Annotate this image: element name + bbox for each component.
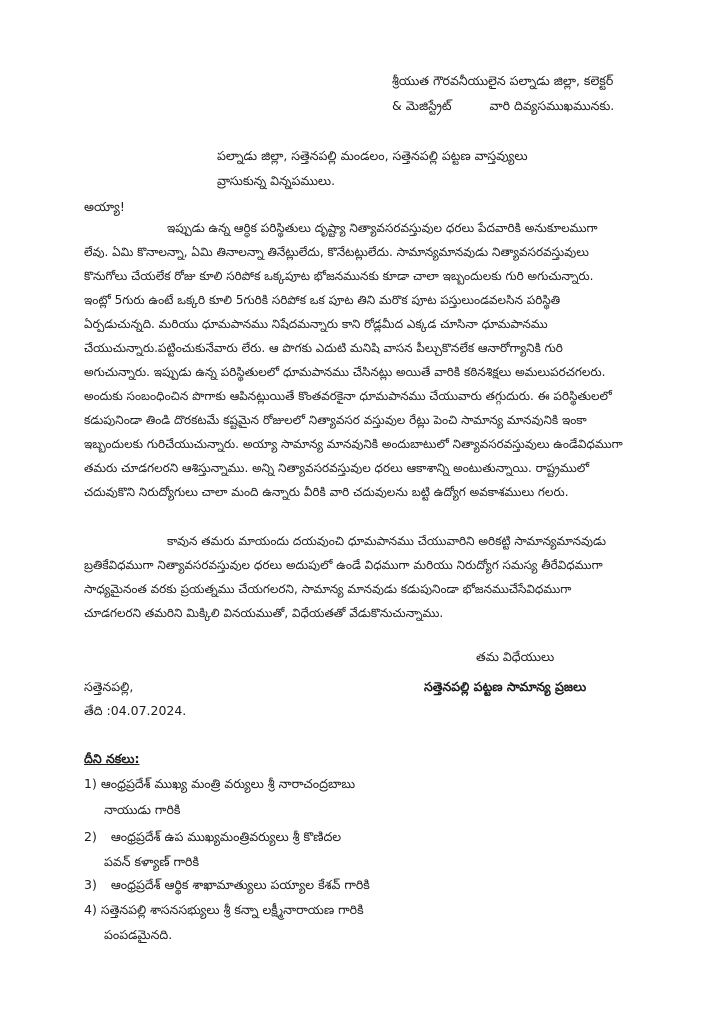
copy-item-4-continued: పంపడమైనది.: [104, 927, 173, 942]
body-paragraph-1: [84, 216, 623, 504]
subject-line-2: వ్రాసుకున్న విన్నపములు.: [217, 173, 336, 188]
sign-name: సత్తెనపల్లి పట్టణ సామాన్య ప్రజలు: [424, 679, 587, 694]
copy-text: ఆంధ్రప్రదేశ్ ఆర్థిక శాఖామాత్యులు పయ్యాల కేశవ్ గారికి: [110, 877, 370, 892]
copy-number: 2): [84, 829, 97, 844]
place: సత్తెనపల్లి,: [84, 679, 134, 694]
date: తేది :04.07.2024.: [84, 703, 187, 718]
recipient-title: & మెజిస్ట్రేట్: [392, 98, 452, 113]
copies-heading: దీని నకలు:: [84, 751, 140, 766]
body-line: బ్రతికేవిధముగా నిత్యావసరవస్తువుల ధరలు అదుపులో ఉండే విధముగా మరియు నిరుద్యోగ సమస్య తీరేవిధముగా: [84, 558, 603, 572]
copy-text: సత్తెనపల్లి శాసనసభ్యులు శ్రీ కన్నా లక్ష్మీనారాయణ గారికి: [100, 902, 364, 917]
salutation: అయ్యా!: [84, 199, 125, 214]
copy-item-1-continued: నాయుడు గారికి: [104, 802, 181, 817]
body-line: కావున తమరు మాయందు దయవుంచి ధూమపానము చేయువారిని అరికట్టి సామాన్యమానవుడు: [167, 534, 607, 548]
body-line: కొనుగోలు చేయలేక రోజు కూలి సరిపోక ఒక్కపూట భోజనమునకు కూడా చాలా ఇబ్బందులకు గురి అగుచున్నారు.: [84, 269, 594, 283]
copy-number: 1): [84, 776, 97, 791]
body-paragraph-2: [84, 529, 606, 625]
copy-item-2-continued: పవన్ కళ్యాణ్ గారికి: [104, 854, 199, 869]
subject-line-1: పల్నాడు జిల్లా, సత్తెనపల్లి మండలం, సత్తెనపల్లి పట్టణ వాస్తవ్యులు: [217, 148, 528, 163]
body-line: సాధ్యమైనంత వరకు ప్రయత్నము చేయగలరని, సామాన్య మానవుడు కడుపునిండా భోజనముచేసేవిధముగా: [84, 582, 572, 596]
sign-yours-faithfully: తమ విధేయులు: [476, 649, 555, 664]
body-line: ఇంట్లో 5గురు ఉంటే ఒక్కరి కూలి 5గురికి సరిపోక ఒక పూట తిని మరొక పూట పస్తులుండవలసిన పరిస్థితి: [84, 293, 561, 307]
copy-item-2: [84, 826, 341, 847]
body-line: ఏర్పడుచున్నది. మరియు ధూమపానము నిషేదమన్నారు కాని రోడ్లమీద ఎక్కడ చూసినా ధూమపానము: [84, 317, 548, 331]
body-line: చూడగలరని తమరిని మిక్కిలి వినయముతో, విధేయతతో వేడుకొనుచున్నాము.: [84, 606, 444, 620]
copy-number: 3): [84, 877, 97, 892]
body-line: తమరు చూడగలరని ఆశిస్తున్నాము. అన్ని నిత్యావసరవస్తువుల ధరలు ఆకాశాన్ని అంటుతున్నాయి. రాష్ట్రములో: [84, 461, 590, 475]
body-line: కడుపునిండా తిండి దొరకటమే కష్టమైన రోజులలో నిత్యావసర వస్తువుల రేట్లు పెంచి సామాన్య మానవునికి ఇంకా: [84, 413, 587, 427]
copy-text: ఆంధ్రప్రదేశ్ ముఖ్య మంత్రి వర్యులు శ్రీ నారాచంద్రబాబు: [100, 776, 356, 791]
copy-item-3: [84, 874, 370, 895]
body-line: లేవు. ఏమి కొనాలన్నా, ఏమి తినాలన్నా తినేట్లులేదు, కొనేటట్లులేదు. సామాన్యమానవుడు నిత్యావసరవస్తువులు: [84, 245, 589, 259]
body-line: చదువుకొని నిరుద్యోగులు చాలా మంది ఉన్నారు వీరికి వారి చదువులను బట్టి ఉద్యోగ అవకాశములు గలరు.: [84, 485, 569, 499]
body-line: అందుకు సంబంధించిన పొగాకు ఆపినట్లుయితే కొంతవరకైనా ధూమపానము చేయువారు తగ్గుదురు. ఈ పరిస్థితులలో: [84, 389, 612, 403]
copy-item-1: [84, 773, 355, 794]
copy-text: ఆంధ్రప్రదేశ్ ఉప ముఖ్యమంత్రివర్యులు శ్రీ కొణిదల: [110, 829, 342, 844]
body-line: ఇప్పుడు ఉన్న ఆర్ధిక పరిస్థితులు దృష్ట్యా నిత్యావసరవస్తువుల ధరలు పేదవారికి అనుకూలముగా: [167, 221, 598, 235]
recipient-address: వారి దివ్యసముఖమునకు.: [489, 98, 615, 113]
recipient-line-1: శ్రీయుత గౌరవనీయులైన పల్నాడు జిల్లా, కలెక్టర్: [392, 73, 614, 88]
body-line: ఇబ్బందులకు గురిచేయుచున్నారు. అయ్యా సామాన్య మానవునికి అందుబాటులో నిత్యావసరవస్తువులు ఉండేవిధముగా: [84, 437, 623, 451]
recipient-line-2: [392, 95, 614, 116]
body-line: చేయుచున్నారు.పట్టించుకునేవారు లేరు. ఆ పొగకు ఎదుటి మనిషి వాసన పీల్చుకొనలేక ఆనారోగ్యానికి గురి: [84, 341, 563, 355]
body-line: అగుచున్నారు. ఇప్పుడు ఉన్న పరిస్థితులలో ధూమపానము చేసినట్లు అయితే వారికి కఠినశిక్షలు అమలుపరచగలరు.: [84, 365, 606, 379]
copy-number: 4): [84, 902, 97, 917]
copy-item-4: [84, 899, 364, 920]
